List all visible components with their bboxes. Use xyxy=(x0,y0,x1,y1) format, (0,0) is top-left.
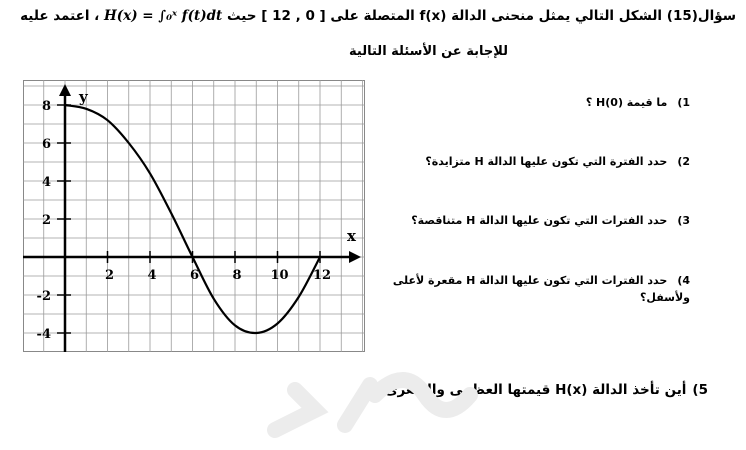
header-line2: للإجابة عن الأسئلة التالية xyxy=(349,44,508,59)
question-1-text: ما قيمة (H(0 ؟ xyxy=(585,96,668,109)
header-formula: H(x) = ∫₀ˣ f(t)dt xyxy=(104,8,223,24)
plot-border xyxy=(24,81,365,352)
question-header xyxy=(8,6,736,26)
y-tick-label: 4 xyxy=(41,175,51,190)
grid xyxy=(23,80,365,352)
y-tick-label: -4 xyxy=(36,327,51,342)
question-3 xyxy=(411,212,690,229)
question-2-text: حدد الفترة التي تكون عليها الدالة H متزايدة؟ xyxy=(425,155,668,168)
ticks xyxy=(37,99,332,342)
x-axis-label: x xyxy=(347,227,356,245)
question-3-number: 3) xyxy=(677,214,690,227)
x-tick-label: 12 xyxy=(312,268,332,283)
x-tick-label: 8 xyxy=(232,268,242,283)
x-tick-label: 4 xyxy=(147,268,157,283)
y-tick-label: 8 xyxy=(41,99,51,114)
question-1 xyxy=(586,94,690,111)
x-tick-label: 6 xyxy=(189,268,200,283)
question-1-number: 1) xyxy=(677,96,690,109)
y-tick-label: 2 xyxy=(41,213,51,228)
function-graph xyxy=(23,80,365,352)
question-5-text: أين تأخذ الدالة (H(x قيمتها العظمى والصغرى؟ xyxy=(377,382,687,398)
x-axis-arrow xyxy=(349,251,361,263)
question-5-number: 5) xyxy=(692,382,708,398)
question-4-number: 4) xyxy=(677,274,690,287)
question-4 xyxy=(390,272,690,306)
y-tick-label: 6 xyxy=(41,137,51,152)
header-suffix: ، اعتمد عليه xyxy=(20,8,100,24)
question-4-text: حدد الفترات التي تكون عليها الدالة H مقعرة لأعلى ولأسفل؟ xyxy=(392,274,690,304)
header-prefix: سؤال(15) الشكل التالي يمثل منحنى الدالة f(x) المتصلة على [ 0 , 12 ] حيث xyxy=(227,8,736,24)
x-tick-label: 2 xyxy=(104,268,115,283)
y-tick-label: -2 xyxy=(36,289,51,304)
question-2 xyxy=(425,153,690,170)
watermark xyxy=(255,340,495,440)
x-tick-label: 10 xyxy=(270,268,289,283)
y-axis-label: y xyxy=(79,88,88,106)
question-2-number: 2) xyxy=(677,155,690,168)
question-3-text: حدد الفترات التي تكون عليها الدالة H متناقصة؟ xyxy=(411,214,668,227)
